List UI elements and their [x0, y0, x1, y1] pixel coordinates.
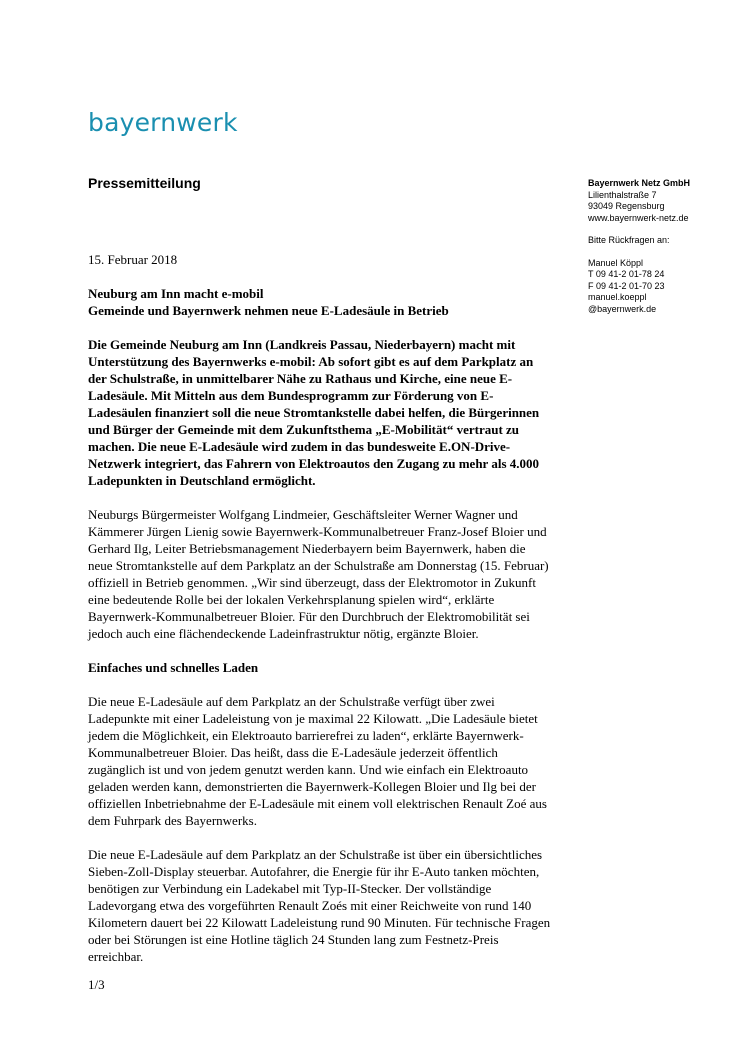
sidebar-inquiries-label: Bitte Rückfragen an: [588, 235, 670, 245]
article-body [88, 251, 552, 965]
article-lead: Die Gemeinde Neuburg am Inn (Landkreis Passau, Niederbayern) macht mit Unterstützung des Bayernwerks e-mobil: Ab sofort gibt es auf dem Parkplatz an der Schulstraße, in unmittelbarer Nähe zu Rathaus und Kirche, eine neue E-Ladesäule. Mit Mitteln aus dem Bundesprogramm zur Förderung von E-Ladesäulen finanziert soll die neue Stromtankstelle dabei helfen, die Bürgerinnen und Bürger der Gemeinde mit dem Zukunftsthema „E-Mobilität“ vertraut zu machen. Die neue E-Ladesäule wird zudem in das bundesweite E.ON-Drive-Netzwerk integriert, das Fahrern von Elektroautos den Zugang zu mehr als 4.000 Ladepunkten in Deutschland ermöglicht. [88, 337, 540, 488]
sidebar-contact-name: Manuel Köppl [588, 257, 644, 268]
sidebar-company-name: Bayernwerk Netz GmbH [588, 178, 691, 188]
article-subheadline: Gemeinde und Bayernwerk nehmen neue E-Ladesäule in Betrieb [88, 303, 449, 318]
article-paragraph-2: Die neue E-Ladesäule auf dem Parkplatz an der Schulstraße verfügt über zwei Ladepunkte mit einer Ladeleistung von je maximal 22 Kilowatt. „Die Ladesäule bietet jedem die Möglichkeit, ein Elektroauto barrierefrei zu laden“, erklärte Bayernwerk-Kommunalbetreuer Bloier. Das heißt, dass die E-Ladesäule jederzeit öffentlich zugänglich ist und von jedem genutzt werden kann. Und wie einfach ein Elektroauto geladen werden kann, demonstrierten die Bayernwerk-Kollegen Bloier und Ilg bei der offiziellen Inbetriebnahme der E-Ladesäule mit einem voll elektrischen Renault Zoé aus dem Fuhrpark des Bayernwerks. [88, 694, 547, 828]
article-date: 15. Februar 2018 [88, 252, 178, 267]
sidebar-street: Lilienthalstraße 7 [588, 189, 657, 200]
sidebar-website: www.bayernwerk-netz.de [588, 212, 689, 223]
article-paragraph-1: Neuburgs Bürgermeister Wolfgang Lindmeier, Geschäftsleiter Werner Wagner und Kämmerer Jürgen Lienig sowie Bayernwerk-Kommunalbetreuer Franz-Josef Bloier und Gerhard Ilg, Leiter Betriebsmanagement Niederbayern beim Bayernwerk, haben die neue Stromtankstelle auf dem Parkplatz an der Schulstraße am Donnerstag (15. Februar) offiziell in Betrieb genommen. „Wir sind überzeugt, dass der Elektromotor in Zukunft eine bedeutende Rolle bei der lokalen Verkehrsplanung spielen wird“, erklärte Bayernwerk-Kommunalbetreuer Bloier. Für den Durchbruch der Elektromobilität sei jedoch auch eine flächendeckende Ladeinfrastruktur nötig, ergänzte Bloier. [88, 507, 549, 641]
sidebar-email-line1: manuel.koeppl [588, 292, 647, 302]
contact-sidebar [588, 178, 738, 315]
sidebar-spacer [588, 247, 738, 258]
article-headline: Neuburg am Inn macht e-mobil [88, 286, 264, 301]
sidebar-email-line2: @bayernwerk.de [588, 303, 657, 314]
section-heading: Einfaches und schnelles Laden [88, 660, 259, 675]
sidebar-phone: T 09 41-2 01-78 24 [588, 269, 665, 279]
page-number: 1/3 [88, 977, 105, 992]
company-logo: bayernwerk [88, 108, 238, 137]
sidebar-spacer [588, 224, 738, 235]
article-paragraph-3: Die neue E-Ladesäule auf dem Parkplatz an der Schulstraße ist über ein übersichtliches Sieben-Zoll-Display steuerbar. Autofahrer, die Energie für ihr E-Auto tanken möchten, benötigen zur Verbindung ein Ladekabel mit Typ-II-Stecker. Der vollständige Ladevorgang etwa des vorgeführten Renault Zoés mit einer Reichweite von rund 140 Kilometern dauert bei 22 Kilowatt Ladeleistung rund 90 Minuten. Für technische Fragen oder bei Störungen ist eine Hotline täglich 24 Stunden lang zum Festnetz-Preis erreichbar. [88, 847, 551, 964]
document-type-label: Pressemitteilung [88, 175, 201, 191]
sidebar-city: 93049 Regensburg [588, 201, 665, 211]
sidebar-fax: F 09 41-2 01-70 23 [588, 280, 665, 291]
